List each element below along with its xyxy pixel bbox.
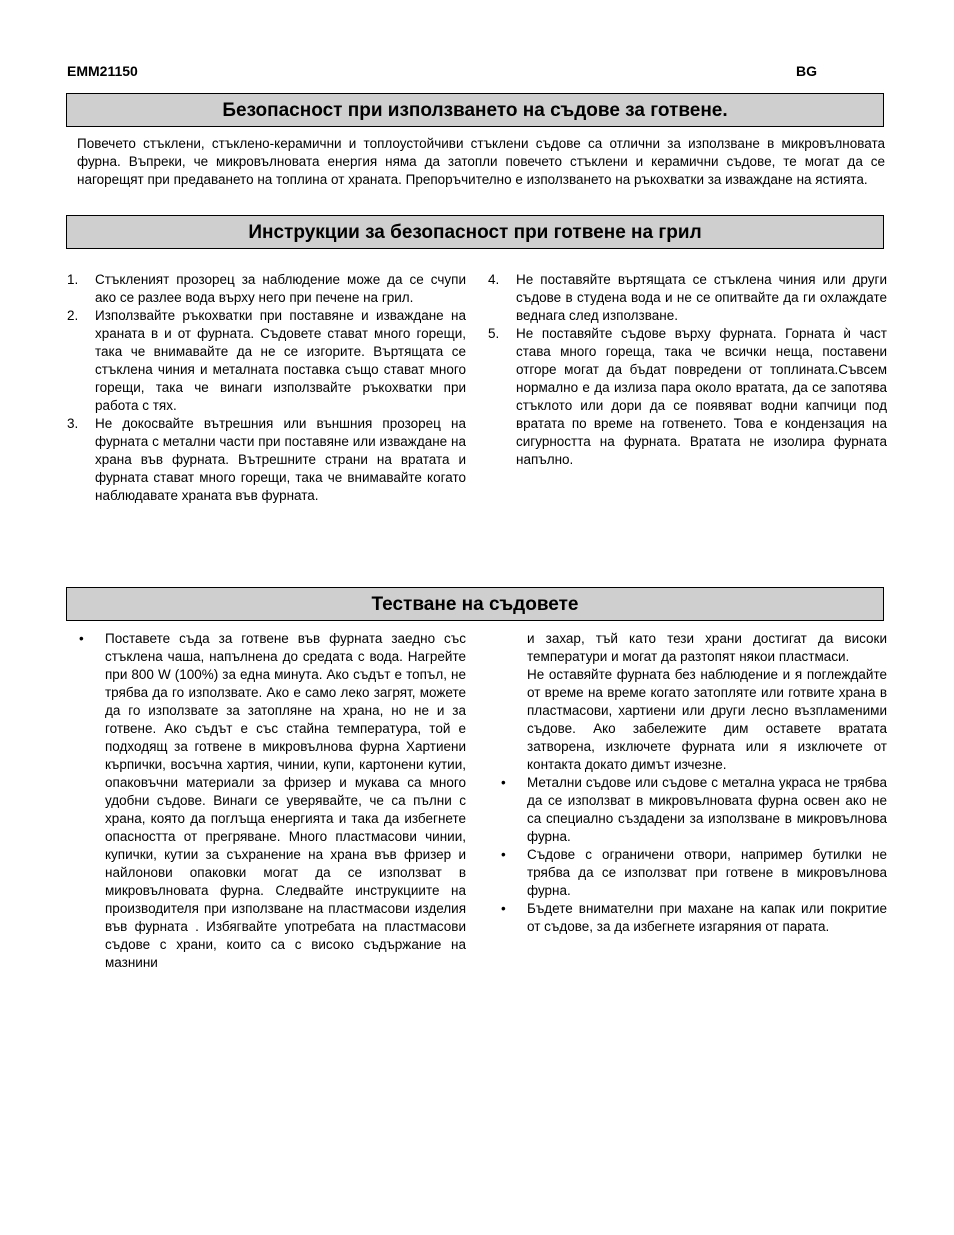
bullet-icon: • <box>79 631 84 646</box>
list-item-text: Не поставяйте съдове върху фурната. Горната ѝ част става много гореща, така че всички неща, поставени отгоре могат да бъдат повредени от топлината.Съвсем нормално е да излиза пара около вратата, да се запотява стъклото или дори да се появяват водни капчици под вратата по време на готвенето. Това е кондензация на сигурността на фурната. Вратата не изолира фурната напълно. <box>516 326 887 467</box>
list-item <box>488 271 887 325</box>
bullet-continuation-text: и захар, тъй като тези храни достигат да високи температури и могат да разтопят някои пластмаси. <box>527 631 887 664</box>
bullet-icon: • <box>501 901 506 916</box>
bullet-item-text: Бъдете внимателни при махане на капак или покритие от съдове, за да избегнете изгаряния от парата. <box>527 901 887 934</box>
bullet-item <box>489 774 887 846</box>
list-item <box>67 271 466 307</box>
list-item <box>67 415 466 505</box>
list-item-text: Не докосвайте вътрешния или външния прозорец на фурната с метални части при поставяне или изваждане на храна във фурната. Вътрешните страни на вратата и фурната стават много горещи, така че внимавайте когато наблюдавате храната във фурната. <box>95 416 466 503</box>
bullet-icon: • <box>501 775 506 790</box>
list-item-text: Не поставяйте въртящата се стъклена чиния или други съдове в студена вода и не се опитвайте да ги охлаждате веднага след използване. <box>516 272 887 323</box>
list-number: 2. <box>67 308 79 323</box>
grill-safety-left-column <box>67 271 466 505</box>
list-number: 3. <box>67 416 79 431</box>
list-item-text: Стъкленият прозорец за наблюдение може да се счупи ако се разлее вода върху него при печене на грил. <box>95 272 466 305</box>
section-title-cookware-testing: Тестване на съдовете <box>66 587 884 621</box>
list-number: 4. <box>488 272 500 287</box>
cookware-testing-left-column <box>67 630 466 972</box>
section-title-cookware-safety: Безопасност при използването на съдове за готвене. <box>66 93 884 127</box>
bullet-item-text: Съдове с ограничени отвори, например бутилки не трябва да се използват при готвене в микровълнова фурна. <box>527 847 887 898</box>
list-item <box>488 325 887 469</box>
bullet-icon: • <box>501 847 506 862</box>
list-item <box>67 307 466 415</box>
language-code: BG <box>796 63 817 79</box>
bullet-continuation-text: Не оставяйте фурната без наблюдение и я поглеждайте от време на време когато затопляте или готвите храна в пластмасови, хартиени или други лесно възпламеними съдове. Ако забележите дим оставете вратата затворена, изключете фурната или я изключете от контакта докато димът изчезне. <box>527 667 887 772</box>
bullet-item <box>489 846 887 900</box>
list-number: 5. <box>488 326 500 341</box>
model-number: EMM21150 <box>67 63 138 79</box>
list-item-text: Използвайте ръкохватки при поставяне и изваждане на храната в и от фурната. Съдовете стават много горещи, така че внимавайте да не се изгорите. Въртящата се стъклена чиния и металната поставка също стават много горещи, така че винаги използвайте ръкохватки при работа с тях. <box>95 308 466 413</box>
grill-safety-right-column <box>488 271 887 469</box>
bullet-item-text: Поставете съда за готвене във фурната заедно със стъклена чаша, напълнена до средата с вода. Нагрейте при 800 W (100%) за една минута. Ако съдът е топъл, не трябва да го използвате. Ако е само леко загрят, можете да го използвате за затопляне на храна, но не и за готвене. Ако съдът е със стайна температура, той е подходящ за готвене в микровълнова фурна Хартиени кърпички, восъчна хартия, чинии, купи, картонени кутии, опаковъчни материали за фризер и мукава са много удобни съдове. Винаги се уверявайте, че са пълни с храна, която да поглъща енергията и така да избегнете опасността от прегряване. Много пластмасови чинии, купички, кутии за съхранение на храна във фризер и найлонови опаковки могат да се използват в микровълновата фурна. Следвайте инструкциите на производителя при използване на пластмасови изделия във фурната . Избягвайте употребата на пластмасови съдове с храни, които са с високо съдържание на мазнини <box>105 631 466 970</box>
bullet-item <box>489 900 887 936</box>
list-number: 1. <box>67 272 79 287</box>
section-title-grill-safety: Инструкции за безопасност при готвене на грил <box>66 215 884 249</box>
cookware-testing-right-column <box>489 630 887 936</box>
bullet-item <box>67 630 466 972</box>
bullet-item-text: Метални съдове или съдове с метална украса не трябва да се използват в микровълновата фурна освен ако не са специално създадени за използване в микровълнова фурна. <box>527 775 887 844</box>
cookware-safety-paragraph: Повечето стъклени, стъклено-керамични и топлоустойчиви стъклени съдове са отлични за използване в микровълновата фурна. Въпреки, че микровълновата енергия няма да затопли повечето стъклени и керамични съдове, те могат да се нагорещят при предаването на топлина от храната. Препоръчително е използването на ръкохватки за изваждане на ястията. <box>77 136 885 187</box>
